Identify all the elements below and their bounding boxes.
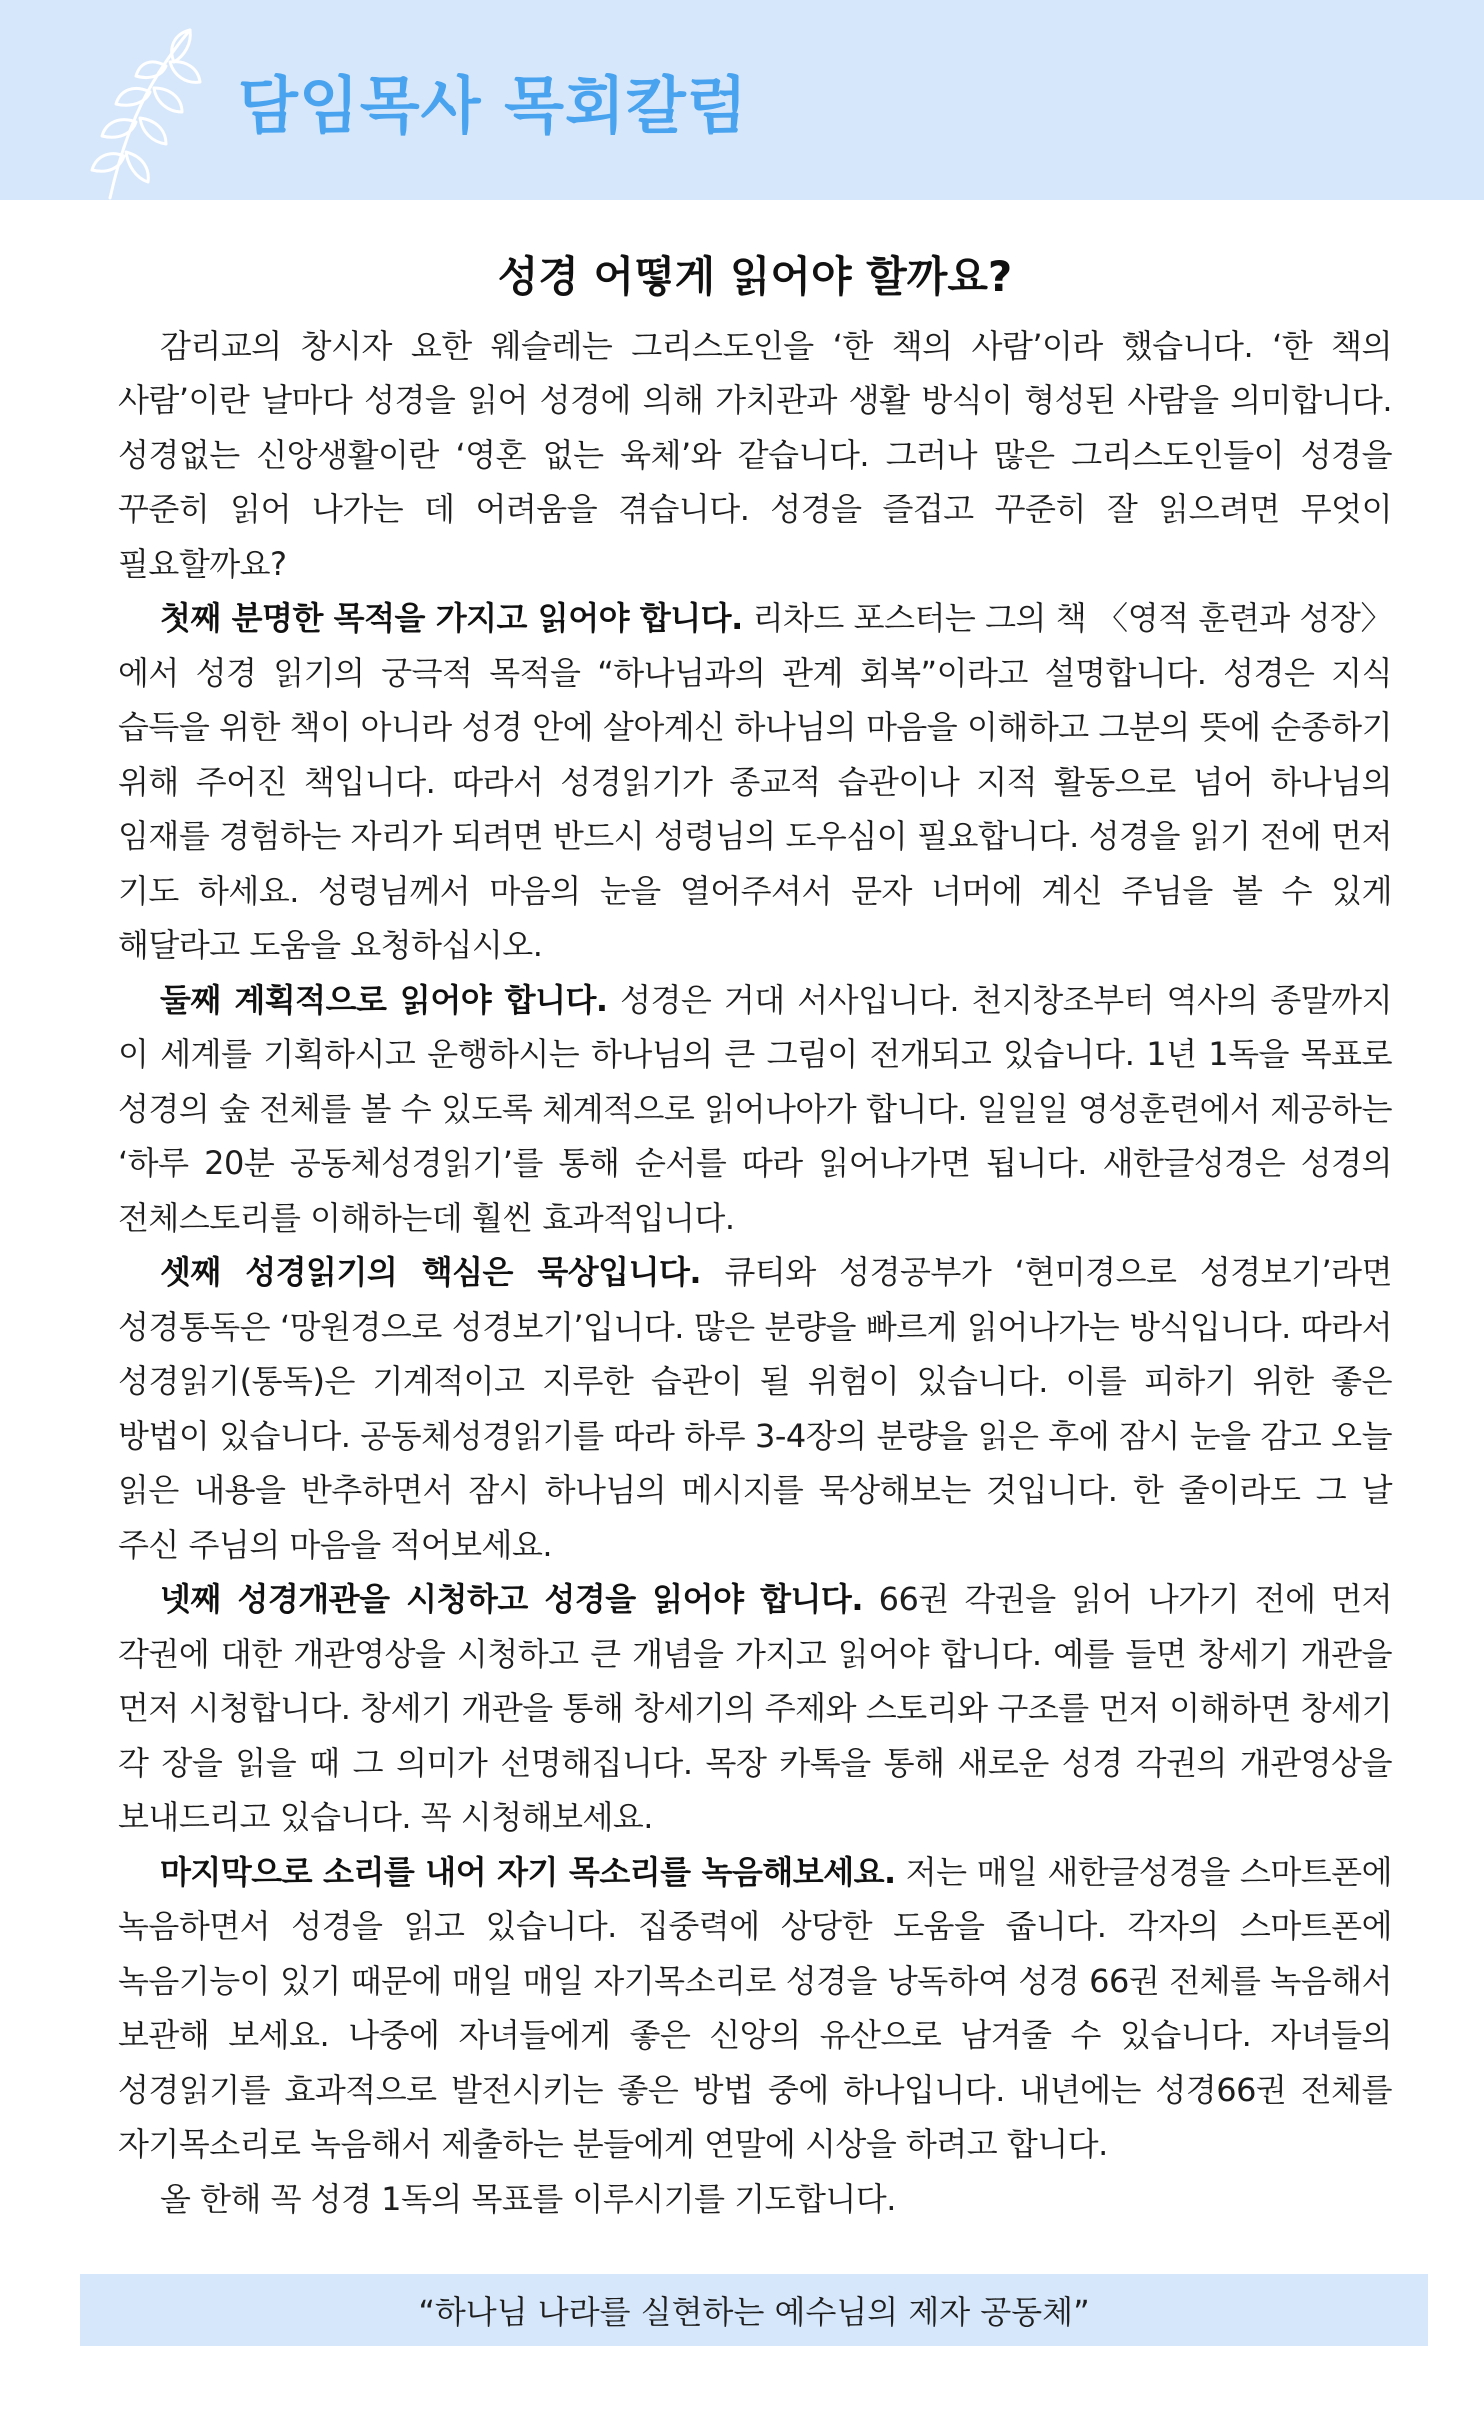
section-body: 저는 매일 새한글성경을 스마트폰에 녹음하면서 성경을 읽고 있습니다. 집중력에 상당한 도움을 줍니다. 각자의 스마트폰에 녹음기능이 있기 때문에 매일 매일 자기목소리로 성경을 낭독하여 성경 66권 전체를 녹음해서 보관해 보세요. 나중에 자녀들에게 좋은 신앙의 유산으로 남겨줄 수 있습니다. 자녀들의 성경읽기를 효과적으로 발전시키는 좋은 방법 중에 하나입니다. 내년에는 성경66권 전체를 자기목소리로 녹음해서 제출하는 분들에게 연말에 시상을 하려고 합니다. [118,1852,1392,2164]
section-paragraph [118,1845,1392,2172]
section-heading: 셋째 성경읽기의 핵심은 묵상입니다. [160,1253,702,1292]
section-body: 66권 각권을 읽어 나가기 전에 먼저 각권에 대한 개관영상을 시청하고 큰 개념을 가지고 읽어야 합니다. 예를 들면 창세기 개관을 먼저 시청합니다. 창세기 개관을 통해 창세기의 주제와 스토리와 구조를 먼저 이해하면 창세기 각 장을 읽을 때 그 의미가 선명해집니다. 목장 카톡을 통해 새로운 성경 각권의 개관영상을 보내드리고 있습니다. 꼭 시청해보세요. [118,1580,1393,1837]
church-motto: “하나님 나라를 실현하는 예수님의 제자 공동체” [418,2293,1090,2331]
header-banner [0,0,1484,200]
closing-paragraph: 올 한해 꼭 성경 1독의 목표를 이루시기를 기도합니다. [160,2179,896,2218]
intro-paragraph: 감리교의 창시자 요한 웨슬레는 그리스도인을 ‘한 책의 사람’이라 했습니다. ‘한 책의 사람’이란 날마다 성경을 읽어 성경에 의해 가치관과 생활 방식이 형성된 사람을 의미합니다. 성경없는 신앙생활이란 ‘영혼 없는 육체’와 같습니다. 그러나 많은 그리스도인들이 성경을 꾸준히 읽어 나가는 데 어려움을 겪습니다. 성경을 즐겁고 꾸준히 잘 읽으려면 무엇이 필요할까요? [118,326,1392,583]
section-heading: 넷째 성경개관을 시청하고 성경을 읽어야 합니다. [160,1580,864,1619]
section-paragraph [118,591,1392,973]
section-body: 리차드 포스터는 그의 책 〈영적 훈련과 성장〉에서 성경 읽기의 궁극적 목적을 “하나님과의 관계 회복”이라고 설명합니다. 성경은 지식 습득을 위한 책이 아니라 성경 안에 살아계신 하나님의 마음을 이해하고 그분의 뜻에 순종하기 위해 주어진 책입니다. 따라서 성경읽기가 종교적 습관이나 지적 활동으로 넘어 하나님의 임재를 경험하는 자리가 되려면 반드시 성령님의 도우심이 필요합니다. 성경을 읽기 전에 먼저 기도 하세요. 성령님께서 마음의 눈을 열어주셔서 문자 너머에 계신 주님을 볼 수 있게 해달라고 도움을 요청하십시오. [118,599,1392,965]
section-heading: 첫째 분명한 목적을 가지고 읽어야 합니다. [160,599,743,638]
article-title: 성경 어떻게 읽어야 할까요? [497,252,1013,301]
leaf-branch-icon [70,22,210,200]
section-paragraph [118,973,1392,1246]
section-heading: 둘째 계획적으로 읽어야 합니다. [160,980,608,1019]
section-body: 큐티와 성경공부가 ‘현미경으로 성경보기’라면 성경통독은 ‘망원경으로 성경보기’입니다. 많은 분량을 빠르게 읽어나가는 방식입니다. 따라서 성경읽기(통독)은 기계적이고 지루한 습관이 될 위험이 있습니다. 이를 피하기 위한 좋은 방법이 있습니다. 공동체성경읽기를 따라 하루 3-4장의 분량을 읽은 후에 잠시 눈을 감고 오늘 읽은 내용을 반추하면서 잠시 하나님의 메시지를 묵상해보는 것입니다. 한 줄이라도 그 날 주신 주님의 마음을 적어보세요. [118,1253,1392,1564]
section-heading: 마지막으로 소리를 내어 자기 목소리를 녹음해보세요. [160,1852,896,1891]
column-header-title: 담임목사 목회칼럼 [238,69,748,142]
section-body: 성경은 거대 서사입니다. 천지창조부터 역사의 종말까지 이 세계를 기획하시고 운행하시는 하나님의 큰 그림이 전개되고 있습니다. 1년 1독을 목표로 성경의 숲 전체를 볼 수 있도록 체계적으로 읽어나아가 합니다. 일일일 영성훈련에서 제공하는 ‘하루 20분 공동체성경읽기’를 통해 순서를 따라 읽어나가면 됩니다. 새한글성경은 성경의 전체스토리를 이해하는데 훨씬 효과적입니다. [118,980,1392,1237]
section-paragraph [118,1245,1392,1572]
footer-banner [80,2274,1428,2346]
article [118,250,1392,2226]
section-paragraph [118,1572,1392,1845]
